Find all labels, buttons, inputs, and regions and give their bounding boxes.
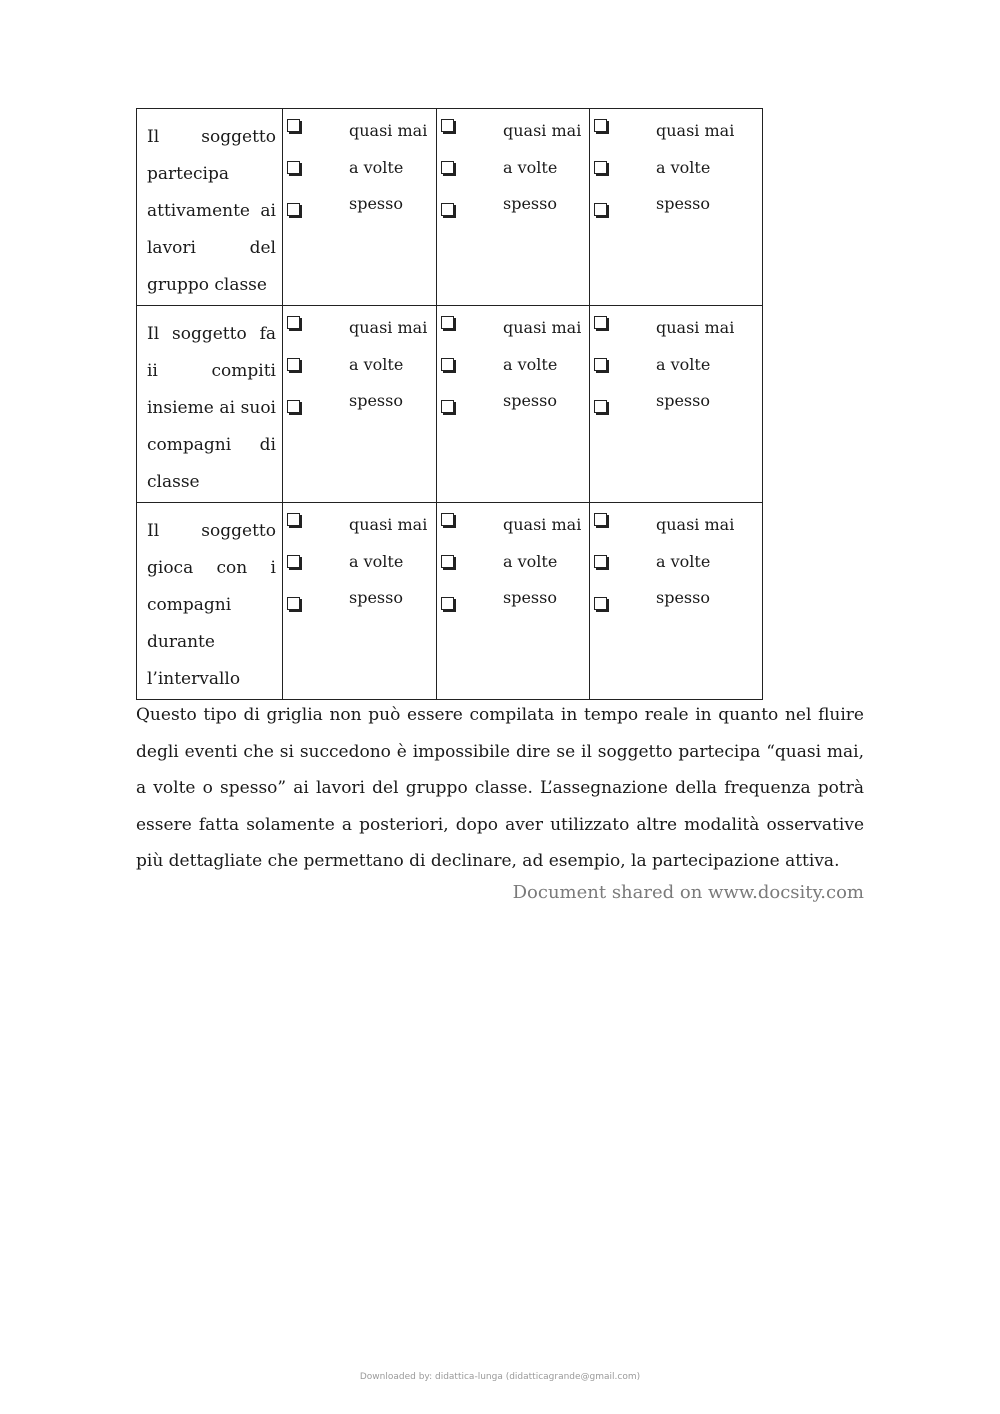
checkbox-icon[interactable] [287,119,300,132]
option-label: spesso [349,391,403,410]
observation-grid [136,108,763,700]
checkbox-icon[interactable] [594,513,607,526]
checkbox-icon[interactable] [287,161,300,174]
option-labels [656,113,754,223]
checkbox-group [287,509,303,639]
option-cell [437,306,590,503]
checkbox-icon[interactable] [594,203,607,216]
checkbox-group [441,312,457,442]
checkbox-icon[interactable] [441,400,454,413]
checkbox-icon[interactable] [287,203,300,216]
option-label: a volte [349,551,404,571]
option-label: spesso [503,391,557,410]
option-label: a volte [656,551,711,571]
docsity-footer: Document shared on www.docsity.com [512,882,864,903]
option-label: quasi mai [349,515,428,534]
option-label: quasi mai [503,318,582,337]
option-label: quasi mai [349,318,428,337]
option-label: spesso [503,194,557,213]
option-cell [437,503,590,700]
option-label: quasi mai [503,515,582,534]
option-label: a volte [503,157,558,177]
option-labels [503,310,581,420]
checkbox-icon[interactable] [594,597,607,610]
option-cell [590,109,763,306]
option-label: a volte [349,354,404,374]
checkbox-icon[interactable] [594,555,607,568]
option-label: quasi mai [349,121,428,140]
option-label: spesso [656,194,710,213]
checkbox-icon[interactable] [441,316,454,329]
option-cell [283,306,437,503]
item-label: Il soggetto gioca con i compagni durante l’intervallo [137,503,283,700]
checkbox-icon[interactable] [441,555,454,568]
option-labels [503,507,581,617]
option-cell [590,306,763,503]
option-label: a volte [656,157,711,177]
checkbox-icon[interactable] [594,400,607,413]
checkbox-icon[interactable] [441,358,454,371]
item-label: Il soggetto fa ii compiti insieme ai suoi compagni di classe [137,306,283,503]
option-label: quasi mai [503,121,582,140]
grid-row [137,306,763,503]
checkbox-icon[interactable] [287,597,300,610]
checkbox-icon[interactable] [441,203,454,216]
option-cell [437,109,590,306]
option-label: spesso [503,588,557,607]
option-cell [283,503,437,700]
checkbox-icon[interactable] [441,597,454,610]
grid-row [137,503,763,700]
checkbox-icon[interactable] [287,400,300,413]
item-label: Il soggetto partecipa attivamente ai lavori del gruppo classe [137,109,283,306]
option-labels [656,310,754,420]
checkbox-group [287,312,303,442]
checkbox-icon[interactable] [441,161,454,174]
grid-row [137,109,763,306]
checkbox-icon[interactable] [287,555,300,568]
body-paragraph: Questo tipo di griglia non può essere compilata in tempo reale in quanto nel fluire degli eventi che si succedono è impossibile dire se il soggetto partecipa “quasi mai, a volte o spesso” ai lavori del gruppo classe. L’assegnazione della frequenza potrà essere fatta solamente a posteriori, dopo aver utilizzato altre modalità osservative più dettagliate che permettano di declinare, ad esempio, la partecipazione attiva. [136,705,864,871]
checkbox-group [594,312,610,442]
checkbox-group [441,115,457,245]
checkbox-icon[interactable] [441,119,454,132]
option-cell [283,109,437,306]
checkbox-icon[interactable] [287,316,300,329]
option-labels [349,113,428,223]
option-label: quasi mai [656,121,735,140]
option-label: a volte [503,354,558,374]
option-labels [656,507,754,617]
checkbox-icon[interactable] [287,358,300,371]
checkbox-group [594,115,610,245]
option-labels [349,310,428,420]
option-cell [590,503,763,700]
option-labels [349,507,428,617]
option-label: spesso [349,588,403,607]
checkbox-icon[interactable] [594,119,607,132]
checkbox-icon[interactable] [287,513,300,526]
option-label: a volte [656,354,711,374]
checkbox-group [441,509,457,639]
checkbox-icon[interactable] [594,316,607,329]
option-label: quasi mai [656,318,735,337]
option-label: a volte [503,551,558,571]
option-label: spesso [656,588,710,607]
option-label: spesso [349,194,403,213]
grid-body [137,109,763,700]
checkbox-icon[interactable] [594,161,607,174]
checkbox-icon[interactable] [441,513,454,526]
checkbox-group [594,509,610,639]
option-labels [503,113,581,223]
option-label: spesso [656,391,710,410]
download-note: Downloaded by: didattica-lunga (didatticagrande@gmail.com) [359,1372,641,1382]
option-label: a volte [349,157,404,177]
checkbox-icon[interactable] [594,358,607,371]
checkbox-group [287,115,303,245]
option-label: quasi mai [656,515,735,534]
